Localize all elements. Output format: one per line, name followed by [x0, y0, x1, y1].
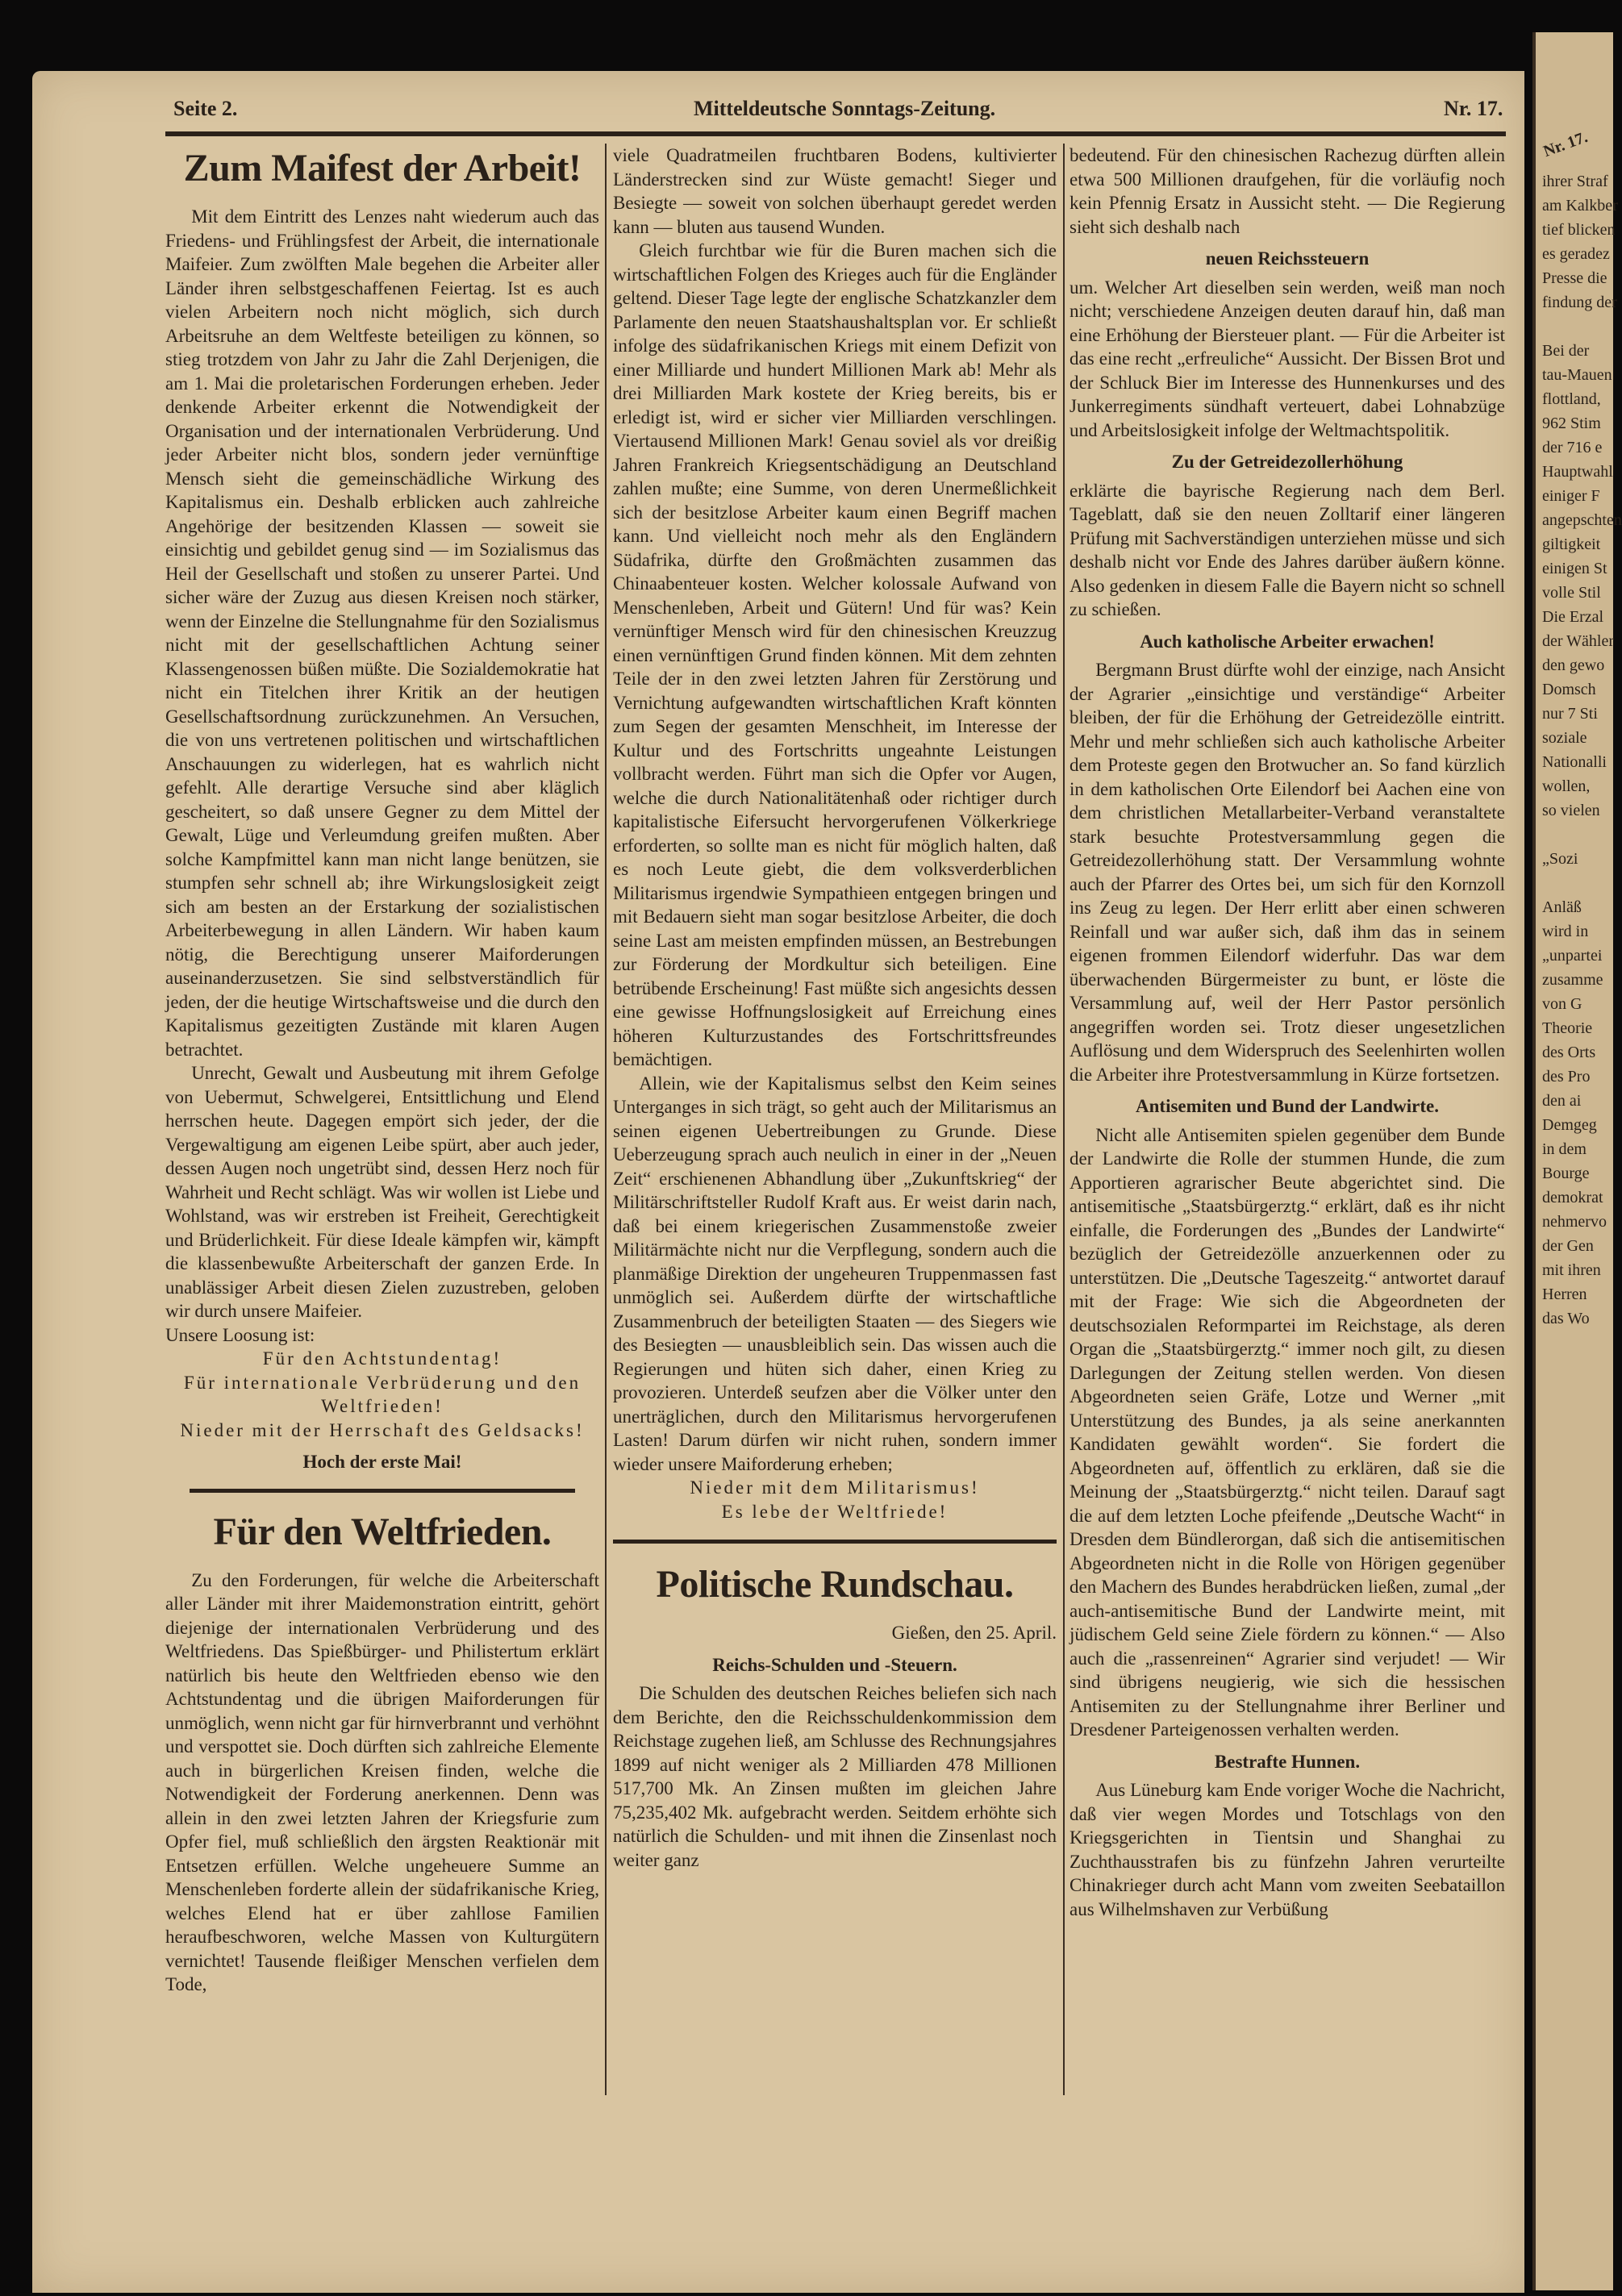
next-page-fragment: so vielen — [1542, 802, 1600, 819]
next-page-fragment: einiger F — [1542, 487, 1600, 505]
subheading: Auch katholische Arbeiter erwachen! — [1140, 631, 1435, 652]
page-number: Seite 2. — [173, 97, 238, 120]
next-page-fragment: volle Stil — [1542, 584, 1601, 602]
next-page-fragment — [1536, 315, 1613, 339]
paragraph: Mit dem Eintritt des Lenzes naht wiederum auch das Friedens- und Frühlingsfest der Arbeit, die internationale Maifeier. Zum zwölften Male begehen die Arbeiter aller Länder ihren selbstgeschaffenen Feiertag. Ist es auch vielen Arbeitern noch nicht möglich, sich durch Arbeitsruhe an dem Weltfeste beteiligen zu können, so stieg trotzdem von Jahr zu Jahr die Zahl Derjenigen, die am 1. Mai die proletarischen Forderungen erheben. Jeder denkende Arbeiter erkennt die Notwendigkeit der Organisation und der internationalen Verbrüderung. Und jeder Arbeiter nicht blos, sondern jeder vernünftige Mensch sieht die gemeinschädliche Wirkung des Kapitalismus ein. Deshalb erblicken auch zahlreiche Angehörige der besitzenden Klassen — soweit sie einsichtig und gebildet genug sind — im Sozialismus das Heil der Gesellschaft und stoßen zu unserer Partei. Und sicher wäre der Zuzug aus diesen Kreisen noch stärker, wenn der Einzelne die Stellungnahme für den Sozialismus nicht mit der gesellschaftlichen Achtung seiner Klassengenossen büßen müßte. Die Sozialdemokratie hat nicht ein Titelchen ihrer Kritik an der heutigen Gesellschaftsordnung zurückzunehmen. An Versuchen, die von uns vertretenen politischen und wirtschaftlichen Anschauungen zu widerlegen, hat es wahrlich nicht gefehlt. Alle derartige Versuche sind aber kläglich gescheitert, so daß unsere Gegner zu dem Mittel der Gewalt, Lüge und Verleumdung greifen mußten. Aber solche Kampfmittel kann man nicht lange benützen, sie stumpfen sehr schnell ab; ihre Wirkungslosigkeit zeigt sich am besten an der Erstarkung der sozialistischen Arbeiterbewegung in allen Ländern. Wir haben kaum nötig, die Berechtigung unserer Maiforderungen auseinanderzusetzen. Sie sind selbstverständlich für jeden, der die heutige Wirtschaftsweise und die durch den Kapitalismus gezeitigten Zustände mit klaren Augen betrachtet. — [165, 206, 599, 1060]
subheading: Reichs-Schulden und -Steuern. — [712, 1654, 957, 1675]
dateline: Gießen, den 25. April. — [891, 1623, 1057, 1643]
next-page-fragment: in dem — [1542, 1140, 1587, 1158]
next-page-fragment: Theorie — [1542, 1019, 1593, 1037]
subheading: Zu der Getreidezollerhöhung — [1171, 452, 1403, 472]
divider — [613, 1540, 1057, 1544]
next-page-issue: Nr. 17. — [1541, 128, 1591, 161]
paragraph: Unrecht, Gewalt und Ausbeutung mit ihrem Gefolge von Uebermut, Schwelgerei, Entsittlichung und Elend herrschen heute. Dagegen empört sich jeder, der die Vergewaltigung am eigenen Leibe spürt, aber auch jeder, dessen Augen noch ungetrübt sind, dessen Herz noch für Wahrheit und Recht schlägt. Was wir wollen ist Liebe und Wohlstand, was wir erstreben ist Freiheit, Gerechtigkeit und Brüderlichkeit. Für diese Ideale kämpfen wir, kämpft die klassenbewußte Arbeiterschaft der ganzen Erde. In unablässiger Arbeit diesen Zielen zuzustreben, geloben wir durch unsere Maifeier. — [165, 1063, 599, 1321]
slogan: Es lebe der Weltfriede! — [721, 1501, 949, 1522]
subheading: neuen Reichssteuern — [1205, 248, 1370, 269]
next-page-fragment: „Sozi — [1542, 850, 1578, 868]
next-page-fragment: des Orts — [1542, 1044, 1596, 1061]
next-page-fragments — [1536, 169, 1622, 1331]
next-page-fragment: Demgeg — [1542, 1116, 1597, 1134]
next-page-fragment: 962 Stim — [1542, 415, 1601, 432]
slogan: Nieder mit der Herrschaft des Geldsacks! — [180, 1419, 585, 1440]
next-page-fragment: Nationalli — [1542, 753, 1607, 771]
column-divider — [1063, 144, 1065, 2095]
next-page-fragment: am Kalkber — [1542, 197, 1618, 215]
next-page-edge — [1532, 32, 1622, 2290]
next-page-fragment: Herren — [1542, 1286, 1587, 1303]
closing-line: Hoch der erste Mai! — [302, 1452, 462, 1472]
next-page-fragment: nur 7 Sti — [1542, 705, 1598, 723]
next-page-fragment: das Wo — [1542, 1310, 1590, 1327]
next-page-fragment: einigen St — [1542, 560, 1607, 577]
paragraph: Nicht alle Antisemiten spielen gegenüber dem Bunde der Landwirte die Rolle der stummen Hunde, die zum Apportieren agrarischer Beute abgerichtet sind. Die antisemitische „Staatsbürgerztg.“ erklärt, daß es ihr nicht einfalle, die Forderungen des „Bundes der Landwirte“ bezüglich der Getreidezölle anzuerkennen oder zu unterstützen. Die „Deutsche Tageszeitg.“ antwortet darauf mit der Frage: Wie sich die Abgeordneten der deutschsozialen Reformpartei im Reichstage, als deren Organ die „Staatsbürgerztg.“ immer noch gilt, zu diesen Darlegungen der Zeitung stellen werden. Von diesen Abgeordneten seien Gräfe, Lotze und Werner „mit Unterstützung des Bundes, ja als seine anerkannten Kandidaten gewählt worden“. Sie fordert die Abgeordneten auf, öffentlich zu erklären, daß sie die Meinung der „Staatsbürgerztg.“ nicht teilen. Darauf sagt die auf dem letzten Loche pfeifende „Deutsche Wacht“ in Dresden dem Bündlerorgan, daß sich die antisemitischen Abgeordneten nicht in die Rolle von Hörigen gegenüber den Machern des Bundes herabdrücken ließen, zumal „der auch-antisemitische Bund der Landwirte meint, mit jüdischem Geld seine Ziele fördern zu können.“ — Also auch die „rassenreinen“ Agrarier sind verjudet! — Wir sind übrigens neugierig, wie sich die hessischen Antisemiten zu der Stellungnahme ihrer Berliner und Dresdener Parteigenossen verhalten werden. — [1070, 1124, 1505, 1740]
slogan: Für internationale Verbrüderung und den Weltfrieden! — [183, 1372, 582, 1416]
divider — [190, 1489, 575, 1493]
column-divider — [605, 144, 607, 2095]
next-page-fragment: der 716 e — [1542, 439, 1603, 456]
next-page-fragment: zusamme — [1542, 971, 1603, 989]
next-page-fragment: des Pro — [1542, 1068, 1591, 1085]
next-page-fragment: angepschten — [1542, 511, 1622, 529]
issue-number: Nr. 17. — [1444, 97, 1503, 120]
paragraph: um. Welcher Art dieselben sein werden, weiß man noch nicht; verschiedene Anzeigen deuten darauf hin, daß man eine Erhöhung der Biersteuer plant. — Für die Arbeiter ist das eine recht „erfreuliche“ Aussicht. Der Bissen Brot und der Schluck Bier im Interesse des Hunnenkurses und des Junkerregiments sündhaft verteuert, dabei Lohnabzüge und Arbeitslosigkeit infolge der Weltmachtspolitik. — [1070, 277, 1505, 440]
next-page-fragment: Presse die — [1542, 269, 1607, 287]
paragraph: erklärte die bayrische Regierung nach dem Berl. Tageblatt, daß sie den neuen Zolltarif einer längeren Prüfung mit Sachverständigen unterziehen müsse und sich deshalb nicht vor Ende des Jahres darüber äußern könne. Also gedenken in diesem Falle die Bayern nicht so schnell zu schießen. — [1070, 480, 1505, 619]
next-page-fragment: soziale — [1542, 729, 1587, 747]
slogan: Für den Achtstundentag! — [262, 1348, 502, 1369]
next-page-fragment — [1536, 871, 1613, 895]
next-page-fragment: wollen, — [1542, 777, 1591, 795]
slogan: Nieder mit dem Militarismus! — [690, 1477, 980, 1498]
next-page-fragment: der Wähler — [1542, 632, 1615, 650]
paragraph: Die Schulden des deutschen Reiches beliefen sich nach dem Berichte, den die Reichsschuldenkommission dem Reichstage zugehen ließ, am Schlusse des Rechnungsjahres 1899 auf nicht weniger als 2 Milliarden 478 Millionen 517,700 Mk. An Zinsen mußten im gleichen Jahre 75,235,402 Mk. aufgebracht werden. Seitdem erhöhte sich natürlich die Schulden- und mit ihnen die Zinsenlast noch weiter ganz — [613, 1683, 1057, 1870]
subheading: Bestrafte Hunnen. — [1214, 1751, 1361, 1772]
header-rule — [165, 131, 1506, 136]
next-page-fragment: ihrer Straf — [1542, 173, 1608, 190]
next-page-fragment: „unpartei — [1542, 947, 1603, 965]
paragraph: Unsere Loosung ist: — [165, 1324, 315, 1345]
next-page-fragment: der Gen — [1542, 1237, 1594, 1255]
paragraph: Gleich furchtbar wie für die Buren machen sich die wirtschaftlichen Folgen des Krieges auch für die Engländer geltend. Dieser Tage legte der englische Schatzkanzler dem Parlamente den neuen Staatshaushaltsplan vor. Er schließt infolge des südafrikanischen Kriegs mit einem Defizit von einer Milliarde und hundert Millionen Mark ab! Mehr als drei Milliarden Mark kostete der Krieg bereits, bis er erledigt ist, wird er sicher vier Milliarden verschlingen. Viertausend Millionen Mark! Genau soviel als vor dreißig Jahren Frankreich Kriegsentschädigung an Deutschland zahlen mußte; eine Summe, von deren Unermeßlichkeit sich der besitzlose Arbeiter kaum einen Begriff machen kann. Und vielleicht noch mehr als den Engländern Südafrika, dürfte den Großmächten zusammen das Chinaabenteuer kosten. Welcher kolossale Aufwand von Menschenleben, Arbeit und Gütern! Und für was? Kein vernünftiger Mensch wird für den chinesischen Kreuzzug einen vernünftigen Grund finden können. Mit dem zehnten Teile der in den zwei letzten Jahren für Zerstörung und Vernichtung aufgewandten wirtschaftlichen Kraft könnten zum Segen der gesamten Menschheit, im Interesse der Kultur und des Fortschritts ungeahnte Leistungen vollbracht werden. Führt man sich die Opfer vor Augen, welche die durch Nationalitätenhaß oder richtiger durch kapitalistische Eifersucht hervorgerufenen Völkerkriege erforderten, so sollte man es nicht für möglich halten, daß es noch Leute giebt, die dem volksverderblichen Militarismus irgendwie Sympathieen entgegen bringen und mit Bedauern sieht man sogar besitzlose Arbeiter, die doch seine Last am meisten empfinden müssen, an Bestrebungen zur Förderung der Mordkultur sich beteiligen. Eine betrübende Erscheinung! Fast müßte sich angesichts dessen eine gewisse Hoffnungslosigkeit auf Erreichung eines höheren Kulturzustandes des Fortschrittsfreundes bemächtigen. — [613, 240, 1057, 1069]
next-page-fragment: tief blicken — [1542, 221, 1616, 239]
article-title: Zum Maifest der Arbeit! — [183, 147, 582, 190]
subheading: Antisemiten und Bund der Landwirte. — [1136, 1096, 1439, 1116]
next-page-fragment: Domsch — [1542, 681, 1596, 698]
next-page-fragment: Hauptwahl — [1542, 463, 1613, 481]
next-page-fragment: mit ihren — [1542, 1261, 1601, 1279]
next-page-fragment: Bourge — [1542, 1165, 1590, 1182]
paragraph: Aus Lüneburg kam Ende voriger Woche die Nachricht, daß vier wegen Mordes und Totschlags von den Kriegsgerichten in Tientsin und Shanghai zu Zuchthausstrafen bis zu fünfzehn Jahren verurteilte Chinakrieger durch acht Mann vom zweiten Seebataillon aus Wilhelmshaven zur Verbüßung — [1070, 1780, 1505, 1919]
paragraph: bedeutend. Für den chinesischen Rachezug dürften allein etwa 500 Millionen draufgehen, für die vorläufig noch kein Pfennig Ersatz in Aussicht steht. — Die Regierung sieht sich deshalb nach — [1070, 145, 1505, 237]
next-page-fragment: flottland, — [1542, 390, 1601, 408]
column-2 — [613, 144, 1057, 1872]
next-page-fragment: demokrat — [1542, 1189, 1603, 1206]
column-1 — [165, 144, 599, 1997]
next-page-fragment: Bei der — [1542, 342, 1590, 360]
next-page-fragment: es geradez — [1542, 245, 1610, 263]
next-page-fragment: von G — [1542, 995, 1582, 1013]
section-title: Politische Rundschau. — [656, 1563, 1014, 1606]
next-page-fragment: giltigkeit — [1542, 535, 1601, 553]
next-page-fragment: wird in — [1542, 923, 1589, 940]
next-page-fragment: den ai — [1542, 1092, 1582, 1110]
newspaper-name: Mitteldeutsche Sonntags-Zeitung. — [694, 97, 996, 120]
column-3 — [1070, 144, 1505, 1921]
next-page-fragment: nehmervo — [1542, 1213, 1607, 1231]
next-page-fragment: tau-Mauen — [1542, 366, 1612, 384]
next-page-fragment: Die Erzal — [1542, 608, 1604, 626]
paragraph: viele Quadratmeilen fruchtbaren Bodens, kultivierter Länderstrecken sind zur Wüste gemacht! Sieger und Besiegte — soweit von solchen überhaupt geredet werden kann — bluten aus tausend Wunden. — [613, 145, 1057, 237]
next-page-fragment: Anläß — [1542, 898, 1582, 916]
article-title: Für den Weltfrieden. — [213, 1510, 552, 1553]
paragraph: Allein, wie der Kapitalismus selbst den Keim seines Unterganges in sich trägt, so geht auch der Militarismus an seinen eigenen Uebertreibungen zu Grunde. Diese Ueberzeugung sprach auch neulich in einer in der „Neuen Zeit“ erschienenen Abhandlung über „Zukunftskrieg“ der Militärschriftsteller Rudolf Kraft aus. Er weist darin nach, daß bei einem kriegerischen Zusammenstoße zweier Militärmächte nicht nur die Verpflegung, sondern auch die planmäßige Direktion der ungeheuren Truppenmassen fast unmöglich sei. Außerdem dürfte der wirtschaftliche Zusammenbruch der beteiligten Staaten — des Siegers wie des Besiegten — unausbleiblich sein. Das wissen auch die Regierungen und hüten sich daher, einen Krieg zu provozieren. Unterdeß seufzen aber die Völker unter den unerträglichen, durch den Militarismus hervorgerufenen Lasten! Darum dürfen wir nicht ruhen, sondern immer wieder unsere Maiforderung erheben; — [613, 1073, 1057, 1474]
next-page-fragment: findung der — [1542, 294, 1617, 311]
next-page-fragment — [1536, 823, 1613, 847]
paragraph: Zu den Forderungen, für welche die Arbeiterschaft aller Länder mit ihrer Maidemonstration eintritt, gehört diejenige der internationalen Verbrüderung und des Weltfriedens. Das Spießbürger- und Philistertum erklärt natürlich bis heute den Weltfrieden ebenso wie den Achtstundentag und die übrigen Maiforderungen für unmöglich, wenn nicht gar für hirnverbrannt und verhöhnt und verspottet sie. Doch dürften sich zahlreiche Elemente auch in bürgerlichen Kreisen finden, welche die Notwendigkeit der Forderung anerkennen. Denn was allein in den zwei letzten Jahren der Kriegsfurie zum Opfer fiel, muß schließlich den ärgsten Reaktionär mit Entsetzen erfüllen. Welche ungeheuere Summe an Menschenleben forderte allein der südafrikanische Krieg, welches Elend hat er über zahllose Familien heraufbeschworen, welche Massen von Kulturgütern vernichtet! Tausende fleißiger Menschen verfielen dem Tode, — [165, 1569, 599, 1994]
next-page-fragment: den gewo — [1542, 656, 1605, 674]
paragraph: Bergmann Brust dürfte wohl der einzige, nach Ansicht der Agrarier „einsichtige und verständige“ Arbeiter bleiben, der für die Erhöhung der Getreidezölle eintritt. Mehr und mehr schließen sich auch katholische Arbeiter dem Proteste gegen den Brotwucher an. So fand kürzlich in dem katholischen Orte Eilendorf bei Aachen eine von dem christlichen Metallarbeiter-Verband veranstaltete stark besuchte Protestversammlung gegen die Getreidezollerhöhung statt. Der Versammlung wohnte auch der Pfarrer des Ortes bei, um sich für den Kornzoll ins Zeug zu legen. Der Herr erlitt aber einen schweren Reinfall und war außer sich, daß ihm das in seinem eigenen frommen Eilendorf widerfuhr. Das war dem überwachenden Bürgermeister zu bunt, er löste die Versammlung auf, weil der Herr Pastor persönlich angegriffen worden sei. Trotz dieser ungesetzlichen Auflösung und dem Widerspruch des Seelenhirten wollen die Arbeiter ihre Protestversammlung in Kürze fortsetzen. — [1070, 660, 1505, 1085]
